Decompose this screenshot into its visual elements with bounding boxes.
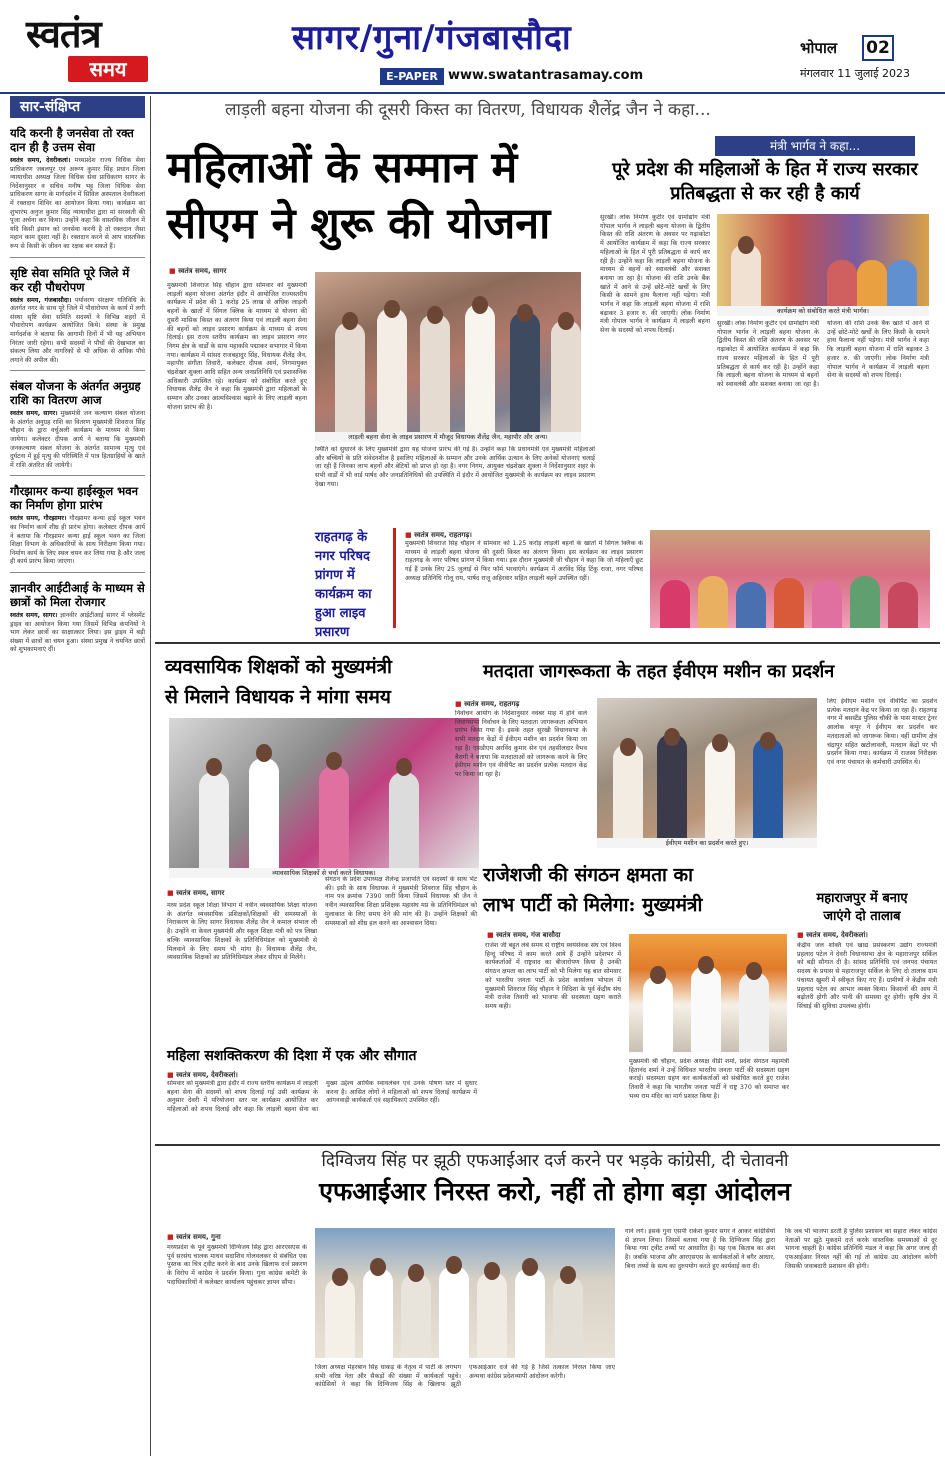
evm-photo — [597, 698, 817, 838]
digvijay-photo — [315, 1228, 615, 1358]
rahatgarh-byline: ■ स्वतंत्र समय, राहतगढ़। — [405, 530, 472, 540]
brief-item — [10, 266, 145, 372]
minister-headline: पूरे प्रदेश की महिलाओं के हित में राज्य सरकार प्रतिबद्धता से कर रही है कार्य — [612, 159, 918, 204]
vocational-headline: व्यवसायिक शिक्षकों को मुख्यमंत्री से मिलाने विधायक ने मांगा समय — [165, 656, 392, 708]
evm-headline: मतदाता जागरूकता के तहत ईवीएम मशीन का प्रदर्शन — [483, 661, 835, 682]
maharajpur-headline: महाराजपुर में बनाए जाएंगे दो तालाब — [816, 891, 908, 924]
divider — [10, 257, 145, 258]
vocational-byline: ■ स्वतंत्र समय, सागर — [167, 888, 224, 898]
lead-byline: ■ स्वतंत्र समय, सागर — [169, 266, 226, 276]
brief-body: स्वतंत्र समय, गौरझामर। गौरझामर कन्या हाई स्कूल भवन का निर्माण कार्य शीघ्र ही प्रारंभ होगा। कलेक्टर दीपक आर्य ने बताया कि गौरझामर कन्या हाई स्कूल भवन का जिला शिक्षा विभाग के अधिकारियों के साथ निरीक्षण किया गया। निर्माण कार्य के लिए स्थल चयन कर लिया गया है और जल्द ही कार्य प्रारंभ किया जाएगा। — [10, 515, 145, 566]
masthead-rule — [0, 92, 945, 94]
section-rule — [155, 1144, 940, 1146]
rajesh-headline: राजेशजी की संगठन क्षमता का लाभ पार्टी को मिलेगा: मुख्यमंत्री — [483, 864, 703, 916]
lead-headline-line2: सीएम ने शुरू की योजना — [167, 199, 551, 249]
digvijay-body-col5: कि जब भी भाजपा डरती है पुलिस प्रशासन का सहारा लेकर कांग्रेस नेताओं पर झूठे मुकदमे दर्ज करके वास्तविक समस्याओं से दूर भागना चाहती है। कांग्रेस प्रतिनिधि मंडल ने कहा कि अगर जल्द ही एफआईआर निरस्त नहीं की गई तो कांग्रेस उग्र आंदोलन करेगी जिसकी जवाबदारी प्रशासन की होगी। — [785, 1228, 937, 1270]
evm-body-col2: लिए ईवीएम मशीन एवं वीवीपैट का प्रदर्शन प्रत्येक मतदान केंद्र पर किया जा रहा है। राहतगढ़ नगर में बसस्टैंड पुलिस चौकी के पास मास्टर ट्रेनर आलोक कपूर ने ईवीएम का प्रदर्शन कर मतदाताओं को जागरूक किया। वहीं ग्रामीण क्षेत्र चंद्रापुर सहित खटोलावली, मतदान केंद्रों पर भी प्रदर्शन किया गया। कार्यक्रम में राजस्व निरीक्षक एवं नगर पंचायत के कर्मचारी उपस्थित थे। — [827, 698, 937, 766]
logo-bottom: समय — [68, 56, 148, 82]
issue-date: मंगलवार 11 जुलाई 2023 — [800, 67, 911, 80]
divider — [10, 475, 145, 476]
digvijay-body-col4: गाने लगे। इसके गुना एसपी राकेश कुमार सगर ने आकर कांग्रेसियों से ज्ञापन लिया। जिसमें बताया गया है कि दिग्विजय सिंह द्वारा किया गया ट्वीट तथ्यों पर आधारित है। यह एक किताब का अंश है। जबकि भाजपा और आरएसएस के कार्यकर्ताओं ने बगैर आधार, बिना तथ्यों के सत्य का दुरुपयोग करते हुए कार्यवाई करा दी। — [625, 1228, 775, 1270]
brief-body: स्वतंत्र समय, गंजबासौदा। पर्यावरण संरक्षण गतिविधि के अंतर्गत नगर के साथ पूरे जिले में पौधारोपण के कार्य में लगी संस्था सृष्टि सेवा समिति सदस्यों ने विभिन्न शहरों में पौधारोपण कार्यक्रम आयोजित किये। संस्था के प्रमुख मार्गदर्शक ने बताया कि आगामी दिनों में भी यह अभियान निरंतर जारी रहेगा। सभी सदस्यों ने पौधों की देखभाल का संकल्प लिया और नागरिकों से भी अधिक से अधिक पौधे लगाने की अपील की। — [10, 296, 145, 364]
digvijay-body-col3: जिला अध्यक्ष मेहरबान सिंह धाकड़ के नेतृत्व में पार्टी के लगभग सभी वरिष्ठ नेता और सैकड़ों की संख्या में कार्यकर्ता पहुंचे। कांग्रेसियों ने कहा कि दिग्विजय सिंह के खिलाफ झूठी एफआईआर दर्ज की गई है जिसे तत्काल निरस्त किया जाए अन्यथा कांग्रेस प्रदेशव्यापी आंदोलन करेगी। — [315, 1364, 615, 1389]
rajesh-body: राजेश जी बहुत लंबे समय से राष्ट्रीय स्वयंसेवक संघ एवं विश्व हिन्दू परिषद में काम करते आये हैं उन्होंने प्रदेशभर में कार्यकर्ताओं में राष्ट्रवाद का बीजारोपण किया है उनकी संगठन क्षमता का लाभ पार्टी को भी मिलेगा यह बात सोमवार को भारतीय जनता पार्टी के प्रदेश कार्यालय भोपाल में मुख्यमंत्री शिवराज सिंह चौहान ने विदिशा के पूर्व केंद्रीय संघ मंत्री राजेश तिवारी को भाजपा की सदस्यता ग्रहण कराते समय कही। — [485, 942, 621, 1010]
brief-item — [10, 379, 145, 476]
epaper-label: E-PAPER — [380, 68, 444, 85]
rahatgarh-box-title: राहतगढ़ के नगर परिषद प्रांगण में कार्यक्रम का हुआ लाइव प्रसारण — [315, 530, 372, 640]
brief-item — [10, 581, 145, 655]
brief-item — [10, 484, 145, 573]
minister-tab: मंत्री भार्गव ने कहा... — [715, 136, 915, 156]
brief-item — [10, 126, 145, 258]
lead-headline-line1: महिलाओं के सम्मान में — [167, 143, 518, 193]
empowerment-headline: महिला सशक्तिकरण की दिशा में एक और सौगात — [167, 1048, 417, 1064]
empowerment-byline: ■ स्वतंत्र समय, देवरीकलां। — [167, 1070, 238, 1080]
digvijay-byline: ■ स्वतंत्र समय, गुना — [167, 1232, 221, 1242]
rajesh-body-col2: मुख्यमंत्री श्री चौहान, प्रदेश अध्यक्ष वीडी शर्मा, प्रदेश संगठन महामंत्री हितानंद शर्मा ने उन्हें विधिवत भारतीय जनता पार्टी की सदस्यता ग्रहण कराई। सदस्यता ग्रहण कर कार्यकर्ताओं को संबोधित करते हुए राजेश तिवारी ने कहा कि भारतीय जनता पार्टी ने राष्ट्र 370 को समाप्त कर भव्य राम मंदिर का मार्ग प्रशस्त किया है। — [629, 1058, 789, 1100]
brief-headline: संबल योजना के अंतर्गत अनुग्रह राशि का वितरण आज — [10, 379, 141, 408]
sidebar-briefs — [10, 96, 145, 1461]
divider — [10, 370, 145, 371]
brief-headline: सृष्टि सेवा समिति पूरे जिले में कर रही पौधरोपण — [10, 265, 130, 294]
lead-body-col1: मुख्यमंत्री शिवराज सिंह चौहान द्वारा सोमवार को मुख्यमंत्री लाड़ली बहना योजना अंतर्गत इंदौर में आयोजित राज्यस्तरीय कार्यक्रम में प्रदेश की 1 करोड़ 25 लाख से अधिक लाड़ली बहनों के खातों में सिंगल क्लिक के माध्यम से योजना की दूसरी मासिक किस्त का अंतरण किया एवं लाड़ली बहना सेना की बहनों को लाइव प्रसारण कार्यक्रम के माध्यम से शपथ दिलाई। इस राज्य स्तरीय कार्यक्रम का लाइव प्रसारण नगर निगम क्षेत्र के वार्डों के साथ महाकवि पद्माकर सभागार में किया गया। कार्यक्रम में सांसद राजबहादुर सिंह, विधायक शैलेंद्र जैन, महापौर संगीता तिवारी, कलेक्टर दीपक आर्य, निगमायुक्त चंद्रशेखर शुक्ला आदि सहित अन्य जनप्रतिनिधि एवं प्रशासनिक अधिकारी उपस्थित रहे। कार्यक्रम को संबोधित करते हुए विधायक शैलेंद्र जैन ने कहा कि मुख्यमंत्री द्वारा महिलाओं के सम्मान और उनका आत्मविश्वास बढ़ाने के लिए लाड़ली बहना योजना प्रारंभ की है। — [167, 282, 307, 411]
divider — [10, 572, 145, 573]
maharajpur-byline: ■ स्वतंत्र समय, देवरीकलां। — [797, 930, 868, 940]
lead-body-col2: स्थिति को सुधारने के लिए मुख्यमंत्री द्वारा यह योजना प्रारंभ की गई है। उन्होंने कहा कि प्रधानमंत्री एवं मुख्यमंत्री महिलाओं और बच्चियों के प्रति संवेदनशील है इसलिए महिलाओं के सम्मान और उनके आर्थिक उत्थान के लिए अनेकों योजनाएं चलाई जा रही हैं जिनका लाभ बहनों और बेटियों को प्राप्त हो रहा है। नगर निगम, आयुक्त चंद्रशेखर शुक्ला ने निर्देशानुसार शहर के सभी वार्डों में भी वार्ड पार्षद और जनप्रतिनिधियों की उपस्थिति में इंदौर में आयोजित मुख्यमंत्री के कार्यक्रम का लाइव प्रसारण देखा गया। — [315, 446, 595, 488]
digvijay-banner-line2: एफआईआर निरस्त करो, नहीं तो होगा बड़ा आंदोलन — [319, 1177, 791, 1206]
vocational-photo-caption: व्यावसायिक शिक्षकों से चर्चा करते विधायक। — [169, 868, 479, 878]
main-content — [155, 96, 940, 1461]
minister-photo — [717, 214, 929, 306]
maharajpur-body: केंद्रीय जल शक्ति एवं खाद्य प्रसंस्करण उद्योग राज्यमंत्री प्रहलाद पटेल ने देवरी विधानसभा क्षेत्र के महाराजपुर सर्किल को बड़ी सौगात दी है। सांसद प्रतिनिधि एवं जनपद पंचायत सदस्य के प्रयास से महाराजपुर सर्किल के लिए दो तालाब ग्राम पंचायत खुमरी में स्वीकृत किए गए हैं। ग्रामीणों ने केंद्रीय मंत्री प्रहलाद पटेल का आभार व्यक्त किया। किसानों की आय में बढ़ोतरी होगी और पानी की समस्या दूर होगी। कृषि क्षेत्र में सिंचाई की सुविधा उपलब्ध होगी। — [797, 942, 937, 1010]
empowerment-body: सोमवार को मुख्यमंत्री द्वारा इंदौर में राज्य स्तरीय कार्यक्रम में लाड़ली बहना सेना की सदस्यों को शपथ दिलाई गई उसी कार्यक्रम के अनुसार देवरी में परियोजना स्तर पर कार्यक्रम आयोजित कर महिलाओं को शपथ दिलाई और कहा कि लाड़ली बहना सेना का मुख्य उद्देश्य आर्थिक स्वावलंबन एवं उनके पोषण स्तर में सुधार करना है। आसित लोगों ने महिलाओं को शपथ दिलाई कार्यक्रम में आंगनवाड़ी कार्यकर्ता एवं सहायिकाएं उपस्थित रहीं। — [167, 1080, 477, 1114]
rajesh-photo — [629, 934, 787, 1052]
brief-body: स्वतंत्र समय, सागर। ज्ञानवीर आईटीआई सागर में प्लेसमेंट ड्राइव का आयोजन किया गया जिसमें विभिन्न कंपनियों ने भाग लेकर छात्रों का साक्षात्कार लिया। इस ड्राइव में बड़ी संख्या में छात्रों का चयन हुआ। संस्था प्रमुख ने चयनित छात्रों को शुभकामनाएं दीं। — [10, 612, 145, 654]
section-rule — [155, 642, 940, 644]
brief-headline: यदि करनी है जनसेवा तो रक्त दान ही है उत्तम सेवा — [10, 126, 134, 154]
logo-top: स्वतंत्र — [26, 11, 101, 56]
digvijay-banner-line1: दिग्विजय सिंह पर झूठी एफआईआर दर्ज करने पर भड़के कांग्रेसी, दी चेतावनी — [321, 1151, 789, 1171]
vocational-photo — [169, 718, 479, 868]
brief-headline: ज्ञानवीर आईटीआई के माध्यम से छात्रों को मिला रोजगार — [10, 581, 145, 609]
website-link[interactable]: www.swatantrasamay.com — [448, 68, 644, 83]
minister-photo-caption: कार्यक्रम को संबोधित करते मंत्री भार्गव। — [717, 306, 929, 316]
vocational-body-col2: संगठन के प्रदेश उपाध्यक्ष शैलेन्द्र प्रजापति एवं सदस्यों के साथ भेंट की। इसी के साथ विधायक ने मुख्यमंत्री शिवराज सिंह चौहान के नाम पत्र क्रमांक 7390 जारी किया जिसमें विधायक श्री जैन ने नवीन व्यवसायिक शिक्षा प्रशिक्षक महासंघ मप्र के प्रतिनिधिमंडल को मुलाकात के लिए समय देने की मांग की है। उन्होंने शिक्षकों की समस्याओं को शीघ्र हल करने का आश्वासन दिया। — [325, 876, 477, 927]
rahatgarh-body: मुख्यमंत्री शिवराज सिंह चौहान ने सोमवार को 1.25 करोड़ लाड़ली बहनों के खातों में सिंगल क्लिक के माध्यम से लाड़ली बहना योजना की दूसरी किस्त का अंतरण किया। इस कार्यक्रम का लाइव प्रसारण राहतगढ़ के नगर परिषद प्रांगण में किया गया। इस दौरान मुख्यमंत्री जी चौहान ने कहा कि जो महिलाएँ छूट गई हैं उनके लिए 25 जुलाई से फिर फॉर्म भरवाएंगे। कार्यक्रम में अरविंद सिंह टिंकू राजा, नगर परिषद अध्यक्ष प्रतिनिधि गोलू राय, पार्षद राजू अहिरवार सहित लाड़ली बहनें उपस्थित रहीं। — [405, 540, 643, 582]
lead-photo-caption: लाड़ली बहना सेना के लाइव प्रसारण में मौजूद विधायक शैलेंद्र जैन, महापौर और अन्य। — [315, 432, 581, 442]
rahatgarh-box-rule — [393, 528, 396, 628]
digvijay-body-col1: मध्यप्रदेश के पूर्व मुख्यमंत्री दिग्विजय सिंह द्वारा आरएसएस के पूर्व सरसंघ चालक माधव सदाशिव गोलवलकर से संबंधित एक पुस्तक का चित्र ट्वीट करने के बाद उनके खिलाफ दर्ज प्रकरण के विरोध में कांग्रेस ने प्रदर्शन किया। गुना कांग्रेस कमेटी के पदाधिकारियों ने कलेक्टर कार्यालय पहुंचकर ज्ञापन सौंपा। — [167, 1244, 307, 1286]
lead-photo — [315, 272, 581, 432]
minister-body: सुरखी। लोक निर्माण कुटीर एवं ग्रामोद्योग मंत्री गोपाल भार्गव ने लाड़ली बहना योजना के द्वितीय किस्त की राशि अंतरण के अवसर पर गढ़ाकोटा में आयोजित कार्यक्रम में कहा कि राज्य सरकार महिलाओं के हित में पूरी प्रतिबद्धता से कार्य कर रही है। उन्होंने कहा कि लाड़ली बहना योजना के माध्यम से बहनों को स्वावलंबी और सशक्त बनाया जा रहा है। योजना की राशि उनके बैंक खाते में आने से उन्हें छोटे-मोटे खर्चों के लिए किसी के सामने हाथ फैलाना नहीं पड़ेगा। मंत्री भार्गव ने कहा कि लाड़ली बहना योजना में राशि बढ़ाकर 3 हजार रु. की जाएगी। लोक निर्माण मंत्री गोपाल भार्गव ने कार्यक्रम में लाड़ली बहना सेना के सदस्यों को शपथ दिलाई। — [600, 214, 710, 335]
edition-title: सागर/गुना/गंजबासौदा — [292, 18, 572, 58]
evm-body: निर्वाचन आयोग के निर्देशानुसार नवंबर माह में होने वाले विधानसभा निर्वाचन के लिए मतदाता जागरूकता अभियान प्रारंभ किया गया है। इसके तहत सुरखी विधानसभा के सभी मतदान केंद्रों में ईवीएम मशीन का प्रदर्शन किया जा रहा है। एसडीएम अरविंद कुमार सेन एवं तहसीलदार वैभव बैरागी ने बताया कि मतदाताओं को जागरूक करने के लिए ईवीएम मशीन एवं वीवीपैट का प्रदर्शन प्रत्येक मतदान केंद्र पर किया जा रहा है। — [455, 710, 587, 778]
lead-headline — [167, 140, 607, 252]
vocational-body-col1: मध्य प्रदेश स्कूल शिक्षा विभाग में नवीन व्यवसायिक शिक्षा योजना के अंतर्गत व्यवसायिक प्रशिक्षकों/शिक्षकों की समस्याओं के निराकरण के लिए सागर विधायक शैलेंद्र जैन ने कमाल संभाल ली है। उन्होंने वा केवल मुख्यमंत्री और स्कूल शिक्षा मंत्री को पत्र लिखा बल्कि व्यावसायिक शिक्षकों के प्रतिनिधिमंडल को मुख्यमंत्री से मिलवाने के लिए समय भी मांगा है। विधायक शैलेंद्र जैन, व्यवसायिक शिक्षकों का प्रतिनिधिमंडल लेकर सीएम से मिलेंगे। — [167, 902, 317, 962]
brief-body: स्वतंत्र समय, सागर। मुख्यमंत्री जन कल्याण संबल योजना के अंतर्गत अनुग्रह राशि का वितरण मुख्यमंत्री शिवराज सिंह चौहान के द्वारा वर्चुअली कार्यक्रम के माध्यम से किया जायेगा। कलेक्टर दीपक आर्य ने बताया कि मुख्यमंत्री जनकल्याण संबल योजना के अंतर्गत सामान्य मृत्यु एवं दुर्घटना में हुई मृत्यु की परिस्थिति में पात्र हितग्राहियों के खाते में राशि अंतरित की जायेगी। — [10, 410, 145, 469]
minister-body-col2: सुरखी। लोक निर्माण कुटीर एवं ग्रामोद्योग मंत्री गोपाल भार्गव ने लाड़ली बहना योजना के द्वितीय किस्त की राशि अंतरण के अवसर पर गढ़ाकोटा में आयोजित कार्यक्रम में कहा कि राज्य सरकार महिलाओं के हित में पूरी प्रतिबद्धता से कार्य कर रही है। उन्होंने कहा कि लाड़ली बहना योजना के माध्यम से बहनों को स्वावलंबी और सशक्त बनाया जा रहा है। योजना की राशि उनके बैंक खाते में आने से उन्हें छोटे-मोटे खर्चों के लिए किसी के सामने हाथ फैलाना नहीं पड़ेगा। मंत्री भार्गव ने कहा कि लाड़ली बहना योजना में राशि बढ़ाकर 3 हजार रु. की जाएगी। लोक निर्माण मंत्री गोपाल भार्गव ने कार्यक्रम में लाड़ली बहना सेना के सदस्यों को शपथ दिलाई। — [717, 320, 929, 388]
lead-strapline: लाड़ली बहना योजना की दूसरी किस्त का वितरण, विधायक शैलेंद्र जैन ने कहा... — [225, 100, 711, 120]
rajesh-byline: ■ स्वतंत्र समय, गंज बासौदा — [487, 930, 561, 940]
brief-body: स्वतंत्र समय, देवरीकलां। मध्यप्रदेश राज्य विधिक सेवा प्राधिकरण जबलपुर एवं अरूण कुमार सिंह प्रधान जिला न्यायाधीश अध्यक्ष जिला विधिक सेवा प्राधिकरण सागर के निर्देशानुसार व सचिव मनीष भट्ट जिला विधिक सेवा प्राधिकरण सागर के मार्गदर्शन में सिविल अस्पताल देवरीकलां में रक्तदान शिविर का आयोजन किया गया। कार्यक्रम का शुभारंभ अनुज कुमार सिंह न्यायाधीश द्वारा मां सरस्वती की पूजा अर्चना कर किया। उन्होंने कहा कि वास्तविक जीवन में यदि किसी इंसान को जनसेवा करनी है तो रक्तदान जैसा महान काम दूसरा नहीं है। रक्तदान करने से आप वास्तविक रूप से किसी के जीवन का रक्षक बन सकते हैं। — [10, 157, 145, 250]
brief-headline: गौरझामर कन्या हाईस्कूल भवन का निर्माण होगा प्रारंभ — [10, 484, 138, 513]
masthead — [0, 0, 945, 92]
evm-byline: ■ स्वतंत्र समय, राहतगढ़ — [455, 699, 519, 709]
sidebar-header: सार-संक्षिप्त — [10, 96, 145, 118]
evm-photo-caption: ईवीएम मशीन का प्रदर्शन करते हुए। — [597, 838, 817, 848]
rahatgarh-photo — [650, 530, 930, 628]
city-label: भोपाल — [800, 39, 838, 57]
page-number: 02 — [862, 35, 894, 61]
column-divider — [150, 96, 151, 1456]
